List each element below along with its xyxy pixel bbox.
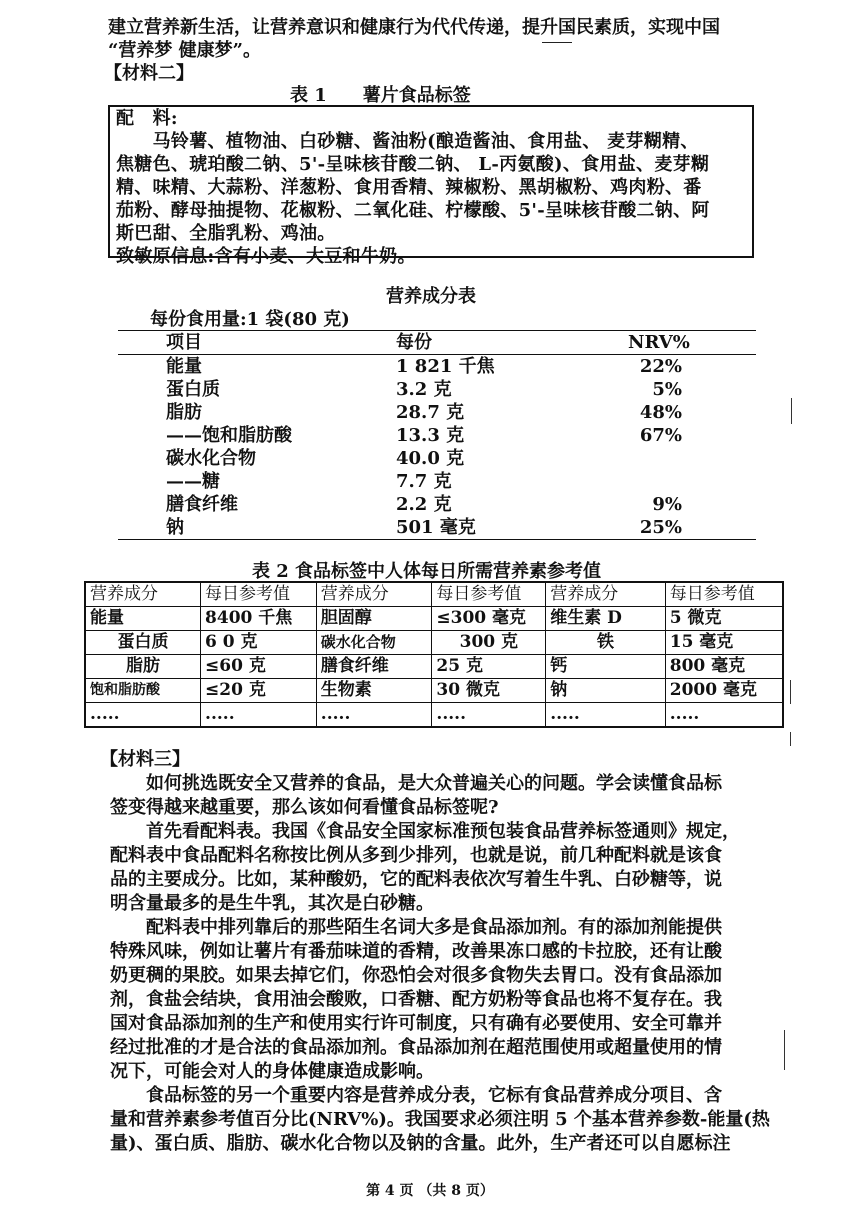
ingredients-line: 斯巴甜、全脂乳粉、鸡油。 [116, 223, 336, 244]
ingredients-line: 精、味精、大蒜粉、洋葱粉、食用香精、辣椒粉、黑胡椒粉、鸡肉粉、番 [116, 177, 702, 198]
table-row [118, 447, 756, 470]
ingredients-line: 马铃薯、植物油、白砂糖、酱油粉(酿造酱油、食用盐、 麦芽糊精、 [116, 131, 699, 152]
page-number: 第 4 页 （共 8 页） [366, 1183, 494, 1199]
table-cell: ..... [316, 703, 432, 728]
table-cell: 蛋白质 [85, 631, 201, 655]
table-cell: 2000 毫克 [665, 679, 783, 703]
nutrient-name: ——饱和脂肪酸 [166, 425, 292, 446]
nutrient-name: 脂肪 [166, 402, 202, 423]
ingredients-line: 茄粉、酵母抽提物、花椒粉、二氧化硅、柠檬酸、5'-呈味核苷酸二钠、阿 [116, 200, 710, 221]
paragraph-line: 配料表中排列靠后的那些陌生名词大多是食品添加剂。有的添加剂能提供 [110, 917, 722, 938]
table-cell: 6 0 克 [201, 631, 317, 655]
nutrient-amount: 2.2 克 [396, 494, 452, 515]
material3-body [110, 772, 770, 1156]
table-cell: 800 毫克 [665, 655, 783, 679]
col-header: 每份 [396, 331, 628, 355]
nutrient-name: 碳水化合物 [166, 448, 256, 469]
nutrient-nrv: 5% [652, 379, 682, 400]
divider [542, 42, 572, 43]
nutrition-title: 营养成分表 [386, 286, 476, 307]
margin-mark [790, 680, 791, 704]
table-cell: 生物素 [316, 679, 432, 703]
table-cell: ≤60 克 [201, 655, 317, 679]
paragraph-line: 奶更稠的果胶。如果去掉它们，你恐怕会对很多食物失去胃口。没有食品添加 [110, 965, 722, 986]
nutrient-name: 钠 [166, 516, 396, 540]
nutrient-nrv [628, 447, 756, 470]
table-cell: 8400 千焦 [201, 607, 317, 631]
nutrient-amount: 1 821 千焦 [396, 356, 495, 377]
nutrient-amount: 3.2 克 [396, 379, 452, 400]
table-header-row [118, 331, 756, 355]
table-row [85, 607, 783, 631]
table-cell: 钙 [546, 655, 666, 679]
nutrient-nrv: 67% [639, 425, 682, 446]
reference-table [84, 581, 784, 728]
nutrient-nrv: 22% [639, 356, 682, 377]
paragraph-line: 如何挑选既安全又营养的食品，是大众普遍关心的问题。学会读懂食品标 [110, 773, 722, 794]
table-cell: ≤300 毫克 [432, 607, 546, 631]
ingredients-box [108, 105, 754, 267]
table-row [85, 703, 783, 728]
paragraph-line: 品的主要成分。比如，某种酸奶，它的配料表依次写着生牛乳、白砂糖等，说 [110, 869, 722, 890]
paragraph-line: 量和营养素参考值百分比(NRV%)。我国要求必须注明 5 个基本营养参数-能量(热 [110, 1109, 770, 1130]
table-cell: ..... [665, 703, 783, 728]
paragraph-line: 况下，可能会对人的身体健康造成影响。 [110, 1061, 434, 1082]
col-header: 每日参考值 [432, 582, 546, 607]
table-cell: 碳水化合物 [316, 631, 432, 655]
table-cell: ≤20 克 [201, 679, 317, 703]
col-header: 营养成分 [546, 582, 666, 607]
col-header: NRV% [628, 331, 756, 355]
paragraph-line: 量)、蛋白质、脂肪、碳水化合物以及钠的含量。此外，生产者还可以自愿标注 [110, 1133, 731, 1154]
table-cell: 15 毫克 [665, 631, 783, 655]
nutrition-table [118, 330, 756, 540]
paragraph-line: 食品标签的另一个重要内容是营养成分表，它标有食品营养成分项目、含 [110, 1085, 722, 1106]
table2-caption: 表 2 食品标签中人体每日所需营养素参考值 [252, 561, 602, 582]
intro-line: 建立营养新生活，让营养意识和健康行为代代传递，提升国民素质，实现中国 [108, 17, 720, 38]
nutrient-amount: 7.7 克 [396, 471, 452, 492]
table-cell: ..... [85, 703, 201, 728]
col-header: 每日参考值 [201, 582, 317, 607]
nutrient-amount: 501 毫克 [396, 516, 628, 540]
paragraph-line: 配料表中食品配料名称按比例从多到少排列，也就是说，前几种配料就是该食 [110, 845, 722, 866]
table-cell: ..... [546, 703, 666, 728]
paragraph-line: 特殊风味，例如让薯片有番茄味道的香精，改善果冻口感的卡拉胶，还有让酸 [110, 941, 722, 962]
intro-paragraph [108, 16, 768, 62]
ingredients-heading: 配 料: [116, 108, 178, 129]
table-row [118, 516, 756, 540]
table-cell: 维生素 D [546, 607, 666, 631]
nutrient-amount: 28.7 克 [396, 402, 465, 423]
nutrient-name: 能量 [166, 356, 202, 377]
nutrient-nrv: 25% [628, 516, 756, 540]
table-cell: ..... [201, 703, 317, 728]
margin-mark [791, 398, 792, 424]
table-cell: 能量 [85, 607, 201, 631]
material3-label: 【材料三】 [100, 749, 190, 770]
table-cell: 饱和脂肪酸 [85, 679, 201, 703]
table-cell: 5 微克 [665, 607, 783, 631]
table-row [85, 679, 783, 703]
paragraph-line: 首先看配料表。我国《食品安全国家标准预包装食品营养标签通则》规定， [110, 821, 740, 842]
table-cell: 25 克 [432, 655, 546, 679]
table-row [85, 655, 783, 679]
table1-caption: 表 1 薯片食品标签 [290, 85, 471, 106]
col-header: 营养成分 [316, 582, 432, 607]
paragraph-line: 签变得越来越重要，那么该如何看懂食品标签呢? [110, 797, 499, 818]
table-row [118, 378, 756, 401]
table-row [118, 470, 756, 493]
nutrient-nrv: 48% [639, 402, 682, 423]
table-row [85, 631, 783, 655]
nutrient-nrv: 9% [652, 494, 682, 515]
paragraph-line: 经过批准的才是合法的食品添加剂。食品添加剂在超范围使用或超量使用的情 [110, 1037, 722, 1058]
table-cell: 膳食纤维 [316, 655, 432, 679]
paragraph-line: 明含量最多的是生牛乳，其次是白砂糖。 [110, 893, 434, 914]
allergen-info: 致敏原信息:含有小麦、大豆和牛奶。 [116, 246, 416, 267]
table-cell: 铁 [546, 631, 666, 655]
nutrient-name: 膳食纤维 [166, 494, 238, 515]
table-row [118, 424, 756, 447]
paragraph-line: 剂，食盐会结块，食用油会酸败，口香糖、配方奶粉等食品也将不复存在。我 [110, 989, 722, 1010]
nutrient-amount: 40.0 克 [396, 448, 465, 469]
paragraph-line: 国对食品添加剂的生产和使用实行许可制度，只有确有必要使用、安全可靠并 [110, 1013, 722, 1034]
table-cell: ..... [432, 703, 546, 728]
col-header: 项目 [166, 331, 396, 355]
col-header: 每日参考值 [665, 582, 783, 607]
table-cell: 脂肪 [85, 655, 201, 679]
intro-line: “营养梦 健康梦”。 [108, 40, 261, 61]
ingredients-line: 焦糖色、琥珀酸二钠、5'-呈味核苷酸二钠、 L-丙氨酸)、食用盐、麦芽糊 [116, 154, 710, 175]
nutrient-amount: 13.3 克 [396, 425, 465, 446]
table-cell: 钠 [546, 679, 666, 703]
table-cell: 30 微克 [432, 679, 546, 703]
margin-mark [790, 732, 791, 746]
nutrient-nrv [628, 470, 756, 493]
col-header: 营养成分 [85, 582, 201, 607]
table-cell: 300 克 [432, 631, 546, 655]
serving-size: 每份食用量:1 袋(80 克) [150, 309, 350, 330]
margin-mark [784, 1030, 785, 1070]
table-row [118, 493, 756, 516]
nutrient-name: ——糖 [166, 471, 220, 492]
nutrient-name: 蛋白质 [166, 379, 220, 400]
table-row [118, 355, 756, 379]
table-row [118, 401, 756, 424]
material2-label: 【材料二】 [104, 63, 194, 84]
table-header-row [85, 582, 783, 607]
table-cell: 胆固醇 [316, 607, 432, 631]
